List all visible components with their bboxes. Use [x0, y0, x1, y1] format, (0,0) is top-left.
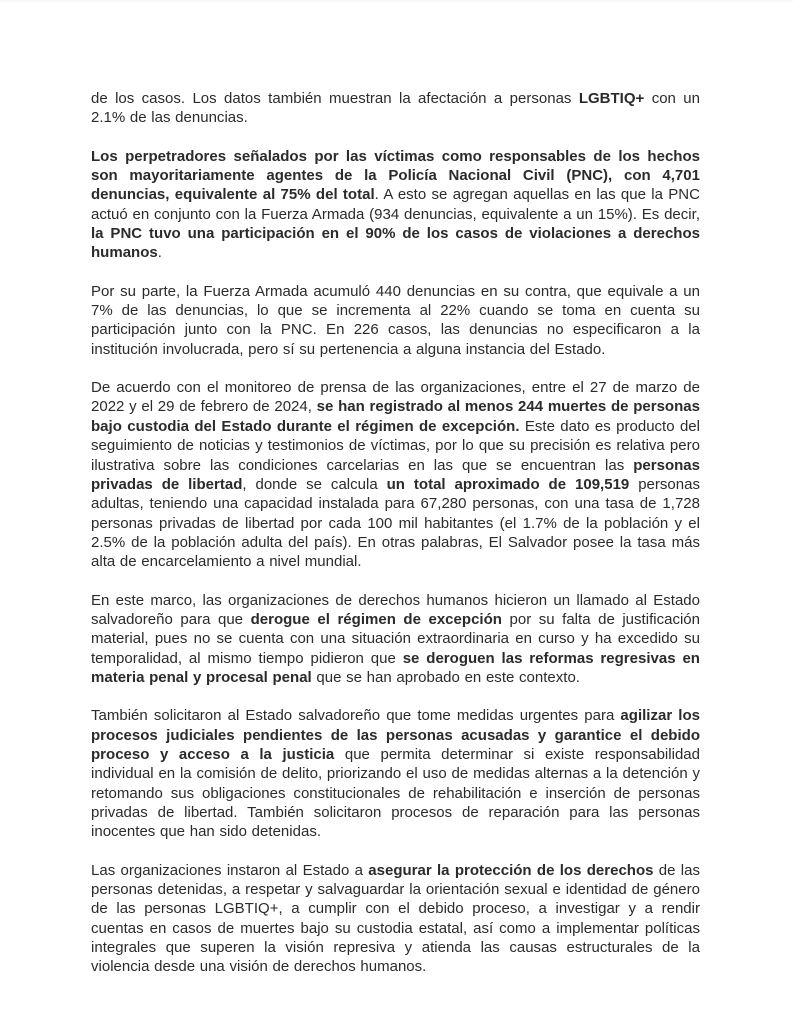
text-run: También solicitaron al Estado salvadoreño que tome medidas urgentes para: [91, 707, 621, 725]
bold-text-run: asegurar la protección de los derechos: [368, 861, 654, 879]
paragraph-muertes-custodia: [91, 378, 700, 571]
text-run: con un 2.1% de las denuncias.: [91, 90, 700, 127]
bold-text-run: LGBTIQ+: [578, 90, 645, 107]
text-run: De acuerdo con el monitoreo de prensa de las organizaciones, entre el 27 de marzo de 2022 y el 29 de febrero de 2024,: [91, 379, 700, 416]
paragraph-proteccion-derechos: [91, 861, 700, 977]
bold-text-run: personas privadas de libertad: [91, 456, 700, 493]
text-run: Las organizaciones instaron al Estado a: [91, 861, 369, 879]
text-run: que se han aprobado en este contexto.: [311, 668, 580, 686]
bold-text-run: agilizar los procesos judiciales pendientes de las personas acusadas y garantice el debido proceso y acceso a la justicia: [91, 707, 700, 763]
text-run: , donde se calcula: [242, 475, 387, 493]
paragraph-lgbtiq-denuncias: [91, 89, 700, 128]
text-run: En este marco, las organizaciones de derechos humanos hicieron un llamado al Estado salvadoreño para que: [91, 591, 700, 628]
text-run: Por su parte, la Fuerza Armada acumuló 440 denuncias en su contra, que equivale a un 7% de las denuncias, lo que se incrementa al 22% cuando se toma en cuenta su participación junto con la PNC. En 226 casos, las denuncias no especificaron a la institución involucrada, pero sí su pertenencia a alguna instancia del Estado.: [91, 282, 700, 358]
paragraph-medidas-urgentes: [91, 706, 700, 841]
paragraph-llamado-derogue: [91, 591, 700, 688]
bold-text-run: se han registrado al menos 244 muertes de personas bajo custodia del Estado durante el régimen de excepción.: [91, 398, 700, 435]
text-run: .: [157, 244, 162, 262]
paragraph-perpetradores-pnc: [91, 147, 700, 263]
bold-text-run: un total aproximado de 109,519: [386, 475, 630, 493]
bold-text-run: derogue el régimen de excepción: [250, 610, 502, 628]
bold-text-run: se deroguen las reformas regresivas en materia penal y procesal penal: [91, 649, 700, 686]
text-run: que permita determinar si existe responsabilidad individual en la comisión de delito, priorizando el uso de medidas alternas a la detención y retomando sus obligaciones constitucionales de rehabilitación e inserción de personas privadas de libertad. También solicitaron procesos de reparación para las personas inocentes que han sido detenidas.: [91, 745, 701, 841]
text-run: personas adultas, teniendo una capacidad instalada para 67,280 personas, con una tasa de 1,728 personas privadas de libertad por cada 100 mil habitantes (el 1.7% de la población y el 2.5% de la población adulta del país). En otras palabras, El Salvador posee la tasa más alta de encarcelamiento a nivel mundial.: [91, 475, 700, 571]
text-run: de los casos. Los datos también muestran la afectación a personas: [91, 90, 579, 107]
page-top-edge: [0, 0, 793, 3]
text-run: de las personas detenidas, a respetar y salvaguardar la orientación sexual e identidad de género de las personas LGBTIQ+, a cumplir con el debido proceso, a investigar y a rendir cuentas en casos de muertes bajo su custodia estatal, así como a implementar políticas integrales que superen la visión represiva y atienda las causas estructurales de la violencia desde una visión de derechos humanos.: [91, 861, 700, 976]
bold-text-run: Los perpetradores señalados por las víctimas como responsables de los hechos son mayoritariamente agentes de la Policía Nacional Civil (PNC), con 4,701 denuncias, equivalente al 75% del total: [91, 147, 700, 204]
text-run: por su falta de justificación material, pues no se cuenta con una situación extraordinaria en curso y ha excedido su temporalidad, al mismo tiempo pidieron que: [91, 610, 701, 667]
text-run: Este dato es producto del seguimiento de noticias y testimonios de víctimas, por lo que su precisión es relativa pero ilustrativa sobre las condiciones carcelarias en las que se encuentran las: [91, 417, 700, 474]
text-run: . A esto se agregan aquellas en las que la PNC actuó en conjunto con la Fuerza Armada (934 denuncias, equivalente a un 15%). Es decir,: [91, 186, 700, 223]
bold-text-run: la PNC tuvo una participación en el 90% de los casos de violaciones a derechos humanos: [91, 225, 700, 262]
paragraph-fuerza-armada: [91, 282, 700, 359]
